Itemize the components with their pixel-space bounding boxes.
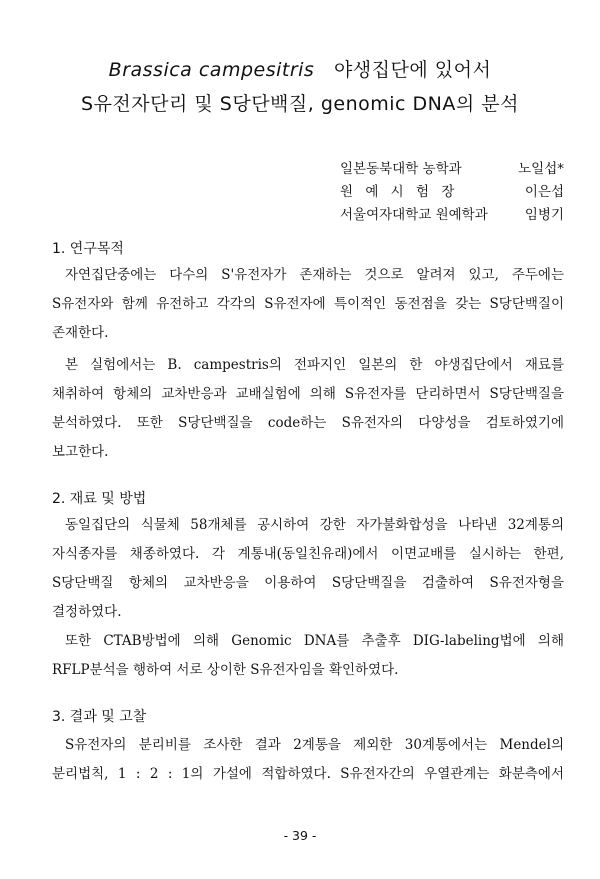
paragraph-line: 자연집단중에는 다수의 S'유전자가 존재하는 것으로 알려져 있고, 주두에는 — [65, 267, 564, 283]
paragraph-line: S당단백질 항체의 교차반응을 이용하여 S당단백질을 검출하여 S유전자형을 — [52, 575, 564, 591]
paragraph-line: 또한 CTAB방법에 의해 Genomic DNA를 추출후 DIG-labeling법에 의해 — [65, 633, 564, 649]
author-affiliation: 서울여자대학교 원예학과 — [340, 207, 488, 223]
paragraph-line: RFLP분석을 행하여 서로 상이한 S유전자임을 확인하였다. — [52, 662, 399, 678]
paragraph — [52, 351, 564, 467]
paragraph — [52, 731, 564, 789]
author-line — [340, 181, 564, 204]
paragraph — [52, 511, 564, 627]
paragraph — [52, 261, 564, 348]
paragraph-line: 자식종자를 채종하였다. 각 계통내(동일친유래)에서 이면교배를 실시하는 한편, — [52, 546, 564, 562]
paragraph-line: 존재한다. — [52, 325, 109, 341]
title-species: Brassica campesitris — [108, 59, 315, 81]
author-line — [340, 204, 564, 227]
author-name: 노일섭* — [518, 161, 564, 177]
paragraph-line: 채취하여 항체의 교차반응과 교배실험에 의해 S유전자를 단리하면서 S당단백질을 — [52, 386, 564, 402]
title-line-2: S유전자단리 및 S당단백질, genomic DNA의 분석 — [81, 93, 519, 115]
paragraph-line: 분리법칙, 1 : 2 : 1의 가설에 적합하였다. S유전자간의 우열관계는 화분측에서 — [52, 766, 564, 782]
author-line — [340, 158, 564, 181]
author-block — [340, 158, 564, 227]
author-name: 이은섭 — [524, 184, 564, 200]
paragraph-line: 결정하였다. — [52, 604, 122, 620]
section-heading-methods: 2. 재료 및 방법 — [52, 491, 147, 507]
title-line-1 — [0, 55, 600, 82]
section-heading-purpose: 1. 연구목적 — [52, 241, 124, 257]
page-number: - 39 - — [283, 828, 317, 843]
author-affiliation: 일본동북대학 농학과 — [340, 161, 462, 177]
paragraph — [52, 627, 564, 685]
paragraph-line: 동일집단의 식물체 58개체를 공시하여 강한 자가불화합성을 나타낸 32계통의 — [65, 517, 564, 533]
author-affiliation: 원 예 시 험 장 — [340, 184, 459, 200]
section-heading-results: 3. 결과 및 고찰 — [52, 709, 147, 725]
paragraph-line: S유전자의 분리비를 조사한 결과 2계통을 제외한 30계통에서는 Mendel의 — [65, 737, 564, 753]
paragraph-line: S유전자와 함께 유전하고 각각의 S유전자에 특이적인 동전점을 갖는 S당단백질이 — [52, 296, 564, 312]
title-line-1-rest: 야생집단에 있어서 — [333, 59, 492, 81]
paragraph-line: 본 실험에서는 B. campestris의 전파지인 일본의 한 야생집단에서 재료를 — [65, 357, 564, 373]
paragraph-line: 보고한다. — [52, 444, 109, 460]
author-name: 임병기 — [524, 207, 564, 223]
paragraph-line: 분석하였다. 또한 S당단백질을 code하는 S유전자의 다양성을 검토하였기에 — [52, 415, 564, 431]
